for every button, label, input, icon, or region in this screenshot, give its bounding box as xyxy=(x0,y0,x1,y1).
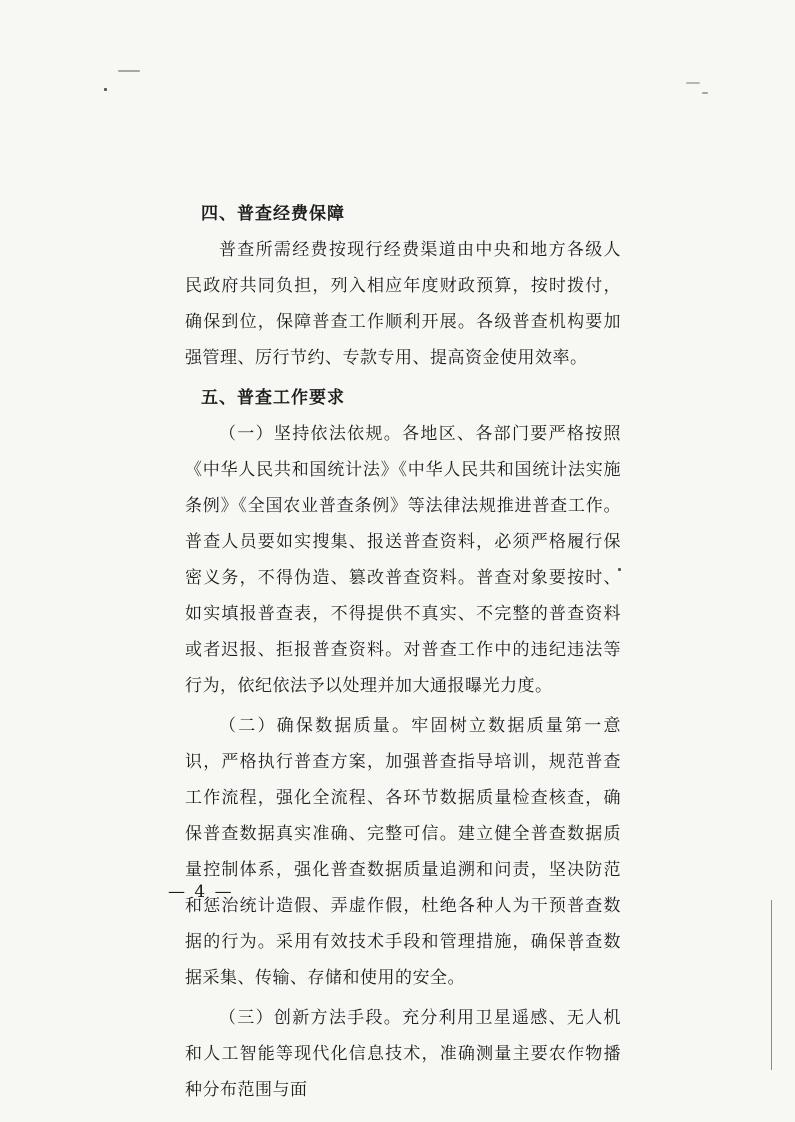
paragraph: （二）确保数据质量。牢固树立数据质量第一意识，严格执行普查方案，加强普查指导培训，规范普查工作流程，强化全流程、各环节数据质量检查核查，确保普查数据真实准确、完整可信。建立健全普查数据质量控制体系，强化普查数据质量追溯和问责，坚决防范和惩治统计造假、弄虚作假，杜绝各种人为干预普查数据的行为。采用有效技术手段和管理措施，确保普查数据采集、传输、存储和使用的安全。 xyxy=(185,716,621,988)
scan-edge-line xyxy=(771,900,772,1070)
paragraph: 普查所需经费按现行经费渠道由中央和地方各级人民政府共同负担，列入相应年度财政预算，按时拨付，确保到位，保障普查工作顺利开展。各级普查机构要加强管理、厉行节约、专款专用、提高资金使用效率。 xyxy=(185,240,621,368)
scan-mark xyxy=(104,88,107,91)
scan-mark xyxy=(118,70,140,72)
scan-mark xyxy=(702,92,708,94)
document-body xyxy=(185,196,621,1112)
scan-mark xyxy=(686,82,700,84)
page-number: — 4 — xyxy=(168,882,234,902)
section-heading: 五、普查工作要求 xyxy=(201,388,345,408)
section-heading: 四、普查经费保障 xyxy=(201,204,345,224)
paragraph: （一）坚持依法依规。各地区、各部门要严格按照《中华人民共和国统计法》《中华人民共和国统计法实施条例》《全国农业普查条例》等法律法规推进普查工作。普查人员要如实搜集、报送普查资料，必须严格履行保密义务，不得伪造、篡改普查资料。普查对象要按时、如实填报普查表，不得提供不真实、不完整的普查资料或者迟报、拒报普查资料。对普查工作中的违纪违法等行为，依纪依法予以处理并加大通报曝光力度。 xyxy=(185,424,621,696)
paragraph: （三）创新方法手段。充分利用卫星遥感、无人机和人工智能等现代化信息技术，准确测量主要农作物播种分布范围与面 xyxy=(185,1008,621,1100)
